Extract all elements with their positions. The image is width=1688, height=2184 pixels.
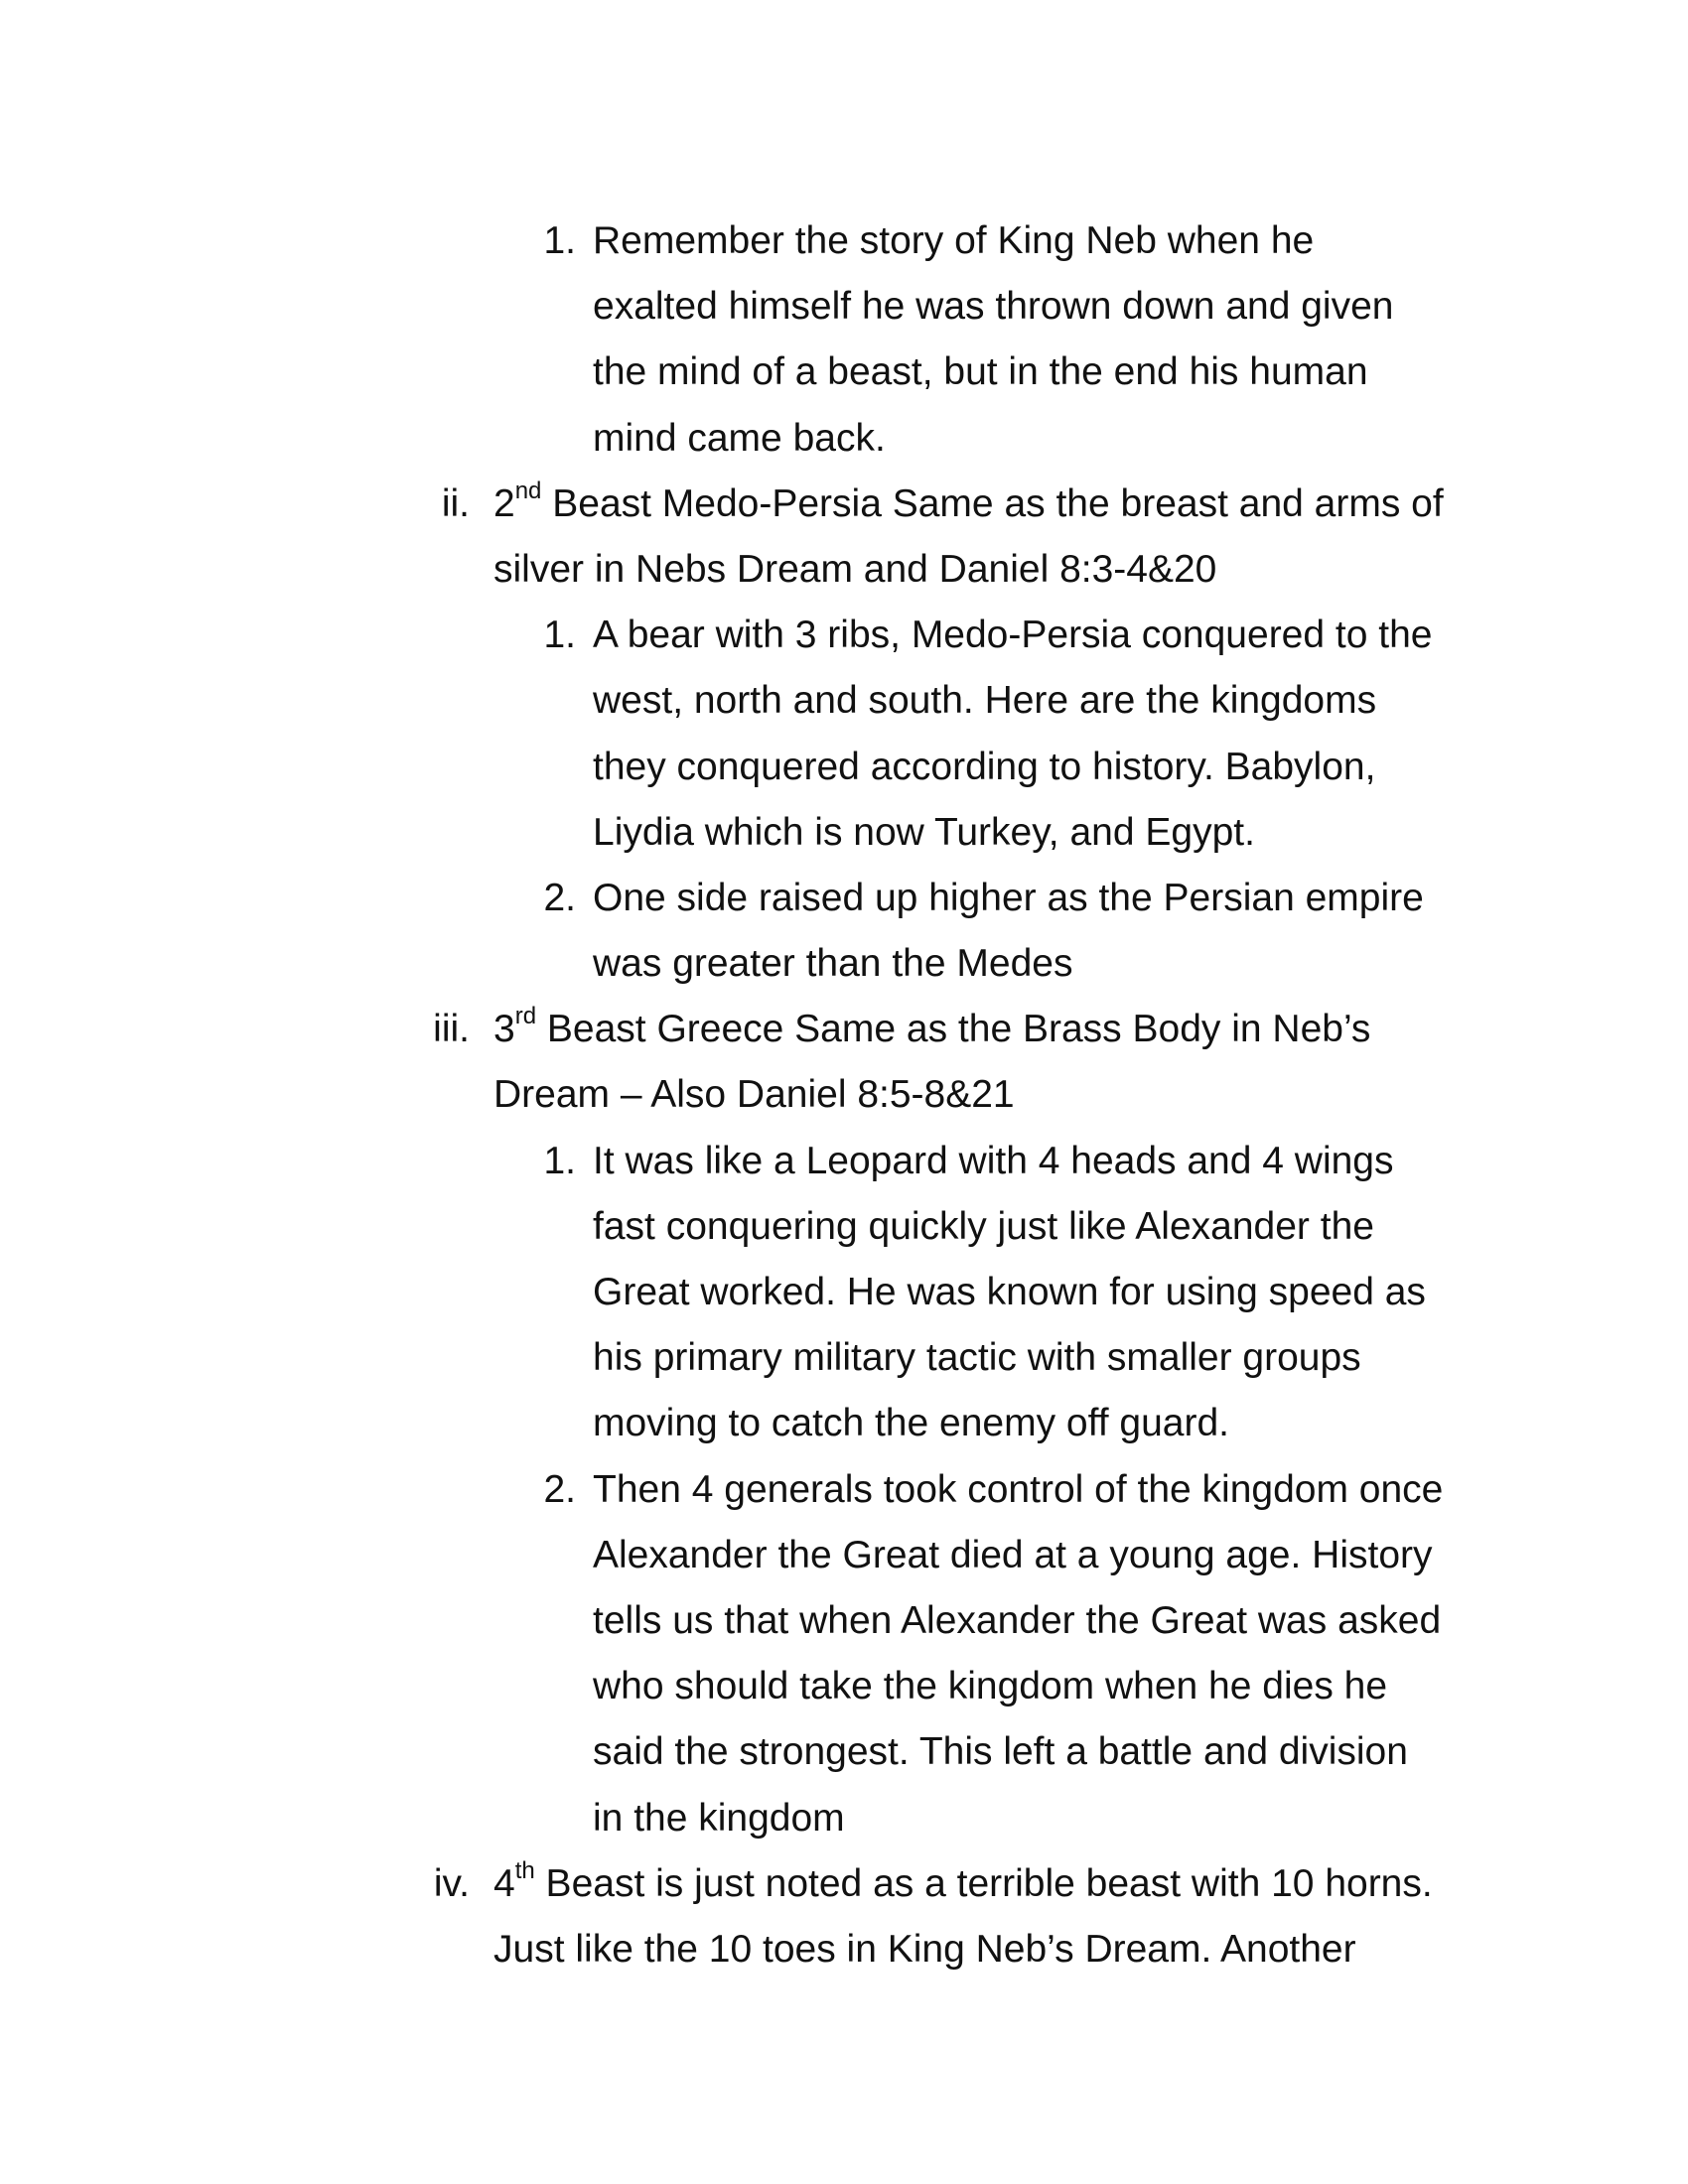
- text-line: tells us that when Alexander the Great was asked: [593, 1598, 1442, 1642]
- list-item-text: [593, 866, 1688, 997]
- heading-text: Beast is just noted as a terrible beast with 10 horns.: [534, 1861, 1433, 1905]
- text-line: silver in Nebs Dream and Daniel 8:3-4&20: [493, 547, 1217, 591]
- text-line: It was like a Leopard with 4 heads and 4 wings: [593, 1139, 1394, 1182]
- list-item-text: [493, 1851, 1688, 1982]
- ordinal-suffix: rd: [514, 1003, 537, 1030]
- list-item-fourth-beast: [0, 1851, 1688, 1982]
- list-item-four-generals: [0, 1457, 1688, 1851]
- text-line: A bear with 3 ribs, Medo-Persia conquered to the: [593, 614, 1433, 657]
- list-marker: 1.: [543, 1139, 576, 1182]
- list-marker: 1.: [543, 219, 576, 262]
- text-line: One side raised up higher as the Persian empire: [593, 876, 1424, 919]
- heading-text: Beast Medo-Persia Same as the breast and arms of: [541, 481, 1444, 525]
- text-line: exalted himself he was thrown down and given: [593, 285, 1394, 329]
- list-item-second-beast: [0, 472, 1688, 603]
- ordinal-number: 4: [493, 1861, 515, 1905]
- text-line: Dream – Also Daniel 8:5-8&21: [493, 1073, 1015, 1117]
- list-marker: iii.: [433, 1008, 470, 1051]
- list-item-text: [493, 472, 1688, 603]
- list-item-side-raised: [0, 866, 1688, 997]
- list-item-text: [593, 208, 1688, 472]
- heading-text: Beast Greece Same as the Brass Body in Neb’s: [536, 1008, 1371, 1051]
- text-line: mind came back.: [593, 416, 886, 460]
- ordinal-number: 3: [493, 1008, 515, 1051]
- text-line: said the strongest. This left a battle and division: [593, 1730, 1408, 1774]
- outline-list: [0, 208, 1688, 1982]
- text-line: [493, 997, 1688, 1062]
- text-line: Remember the story of King Neb when he: [593, 219, 1315, 262]
- text-line: west, north and south. Here are the kingdoms: [593, 679, 1377, 723]
- text-line: who should take the kingdom when he dies he: [593, 1665, 1388, 1708]
- list-item-bear-ribs: [0, 603, 1688, 866]
- ordinal-number: 2: [493, 481, 515, 525]
- text-line: moving to catch the enemy off guard.: [593, 1402, 1229, 1445]
- text-line: Just like the 10 toes in King Neb’s Dream. Another: [493, 1927, 1356, 1971]
- list-item-text: [493, 997, 1688, 1128]
- text-line: fast conquering quickly just like Alexander the: [593, 1204, 1374, 1248]
- ordinal-suffix: th: [514, 1856, 535, 1884]
- list-item-text: [593, 1129, 1688, 1457]
- text-line: they conquered according to history. Babylon,: [593, 745, 1376, 788]
- text-line: Liydia which is now Turkey, and Egypt.: [593, 810, 1255, 854]
- list-item-third-beast: [0, 997, 1688, 1128]
- text-line: [493, 1851, 1688, 1917]
- text-line: Great worked. He was known for using speed as: [593, 1271, 1426, 1313]
- list-marker: 2.: [543, 1467, 576, 1511]
- list-item-text: [593, 603, 1688, 866]
- text-line: in the kingdom: [593, 1796, 845, 1840]
- text-line: his primary military tactic with smaller groups: [593, 1336, 1361, 1380]
- list-item-neb-story: [0, 208, 1688, 472]
- list-marker: iv.: [433, 1861, 470, 1905]
- list-item-text: [593, 1457, 1688, 1851]
- list-item-leopard: [0, 1129, 1688, 1457]
- ordinal-suffix: nd: [514, 477, 542, 504]
- list-marker: 1.: [543, 614, 576, 657]
- text-line: the mind of a beast, but in the end his human: [593, 350, 1368, 394]
- text-line: was greater than the Medes: [593, 942, 1073, 986]
- list-marker: 2.: [543, 876, 576, 919]
- text-line: Then 4 generals took control of the kingdom once: [593, 1467, 1444, 1511]
- text-line: [493, 472, 1688, 537]
- list-marker: ii.: [441, 481, 470, 525]
- text-line: Alexander the Great died at a young age. History: [593, 1533, 1433, 1576]
